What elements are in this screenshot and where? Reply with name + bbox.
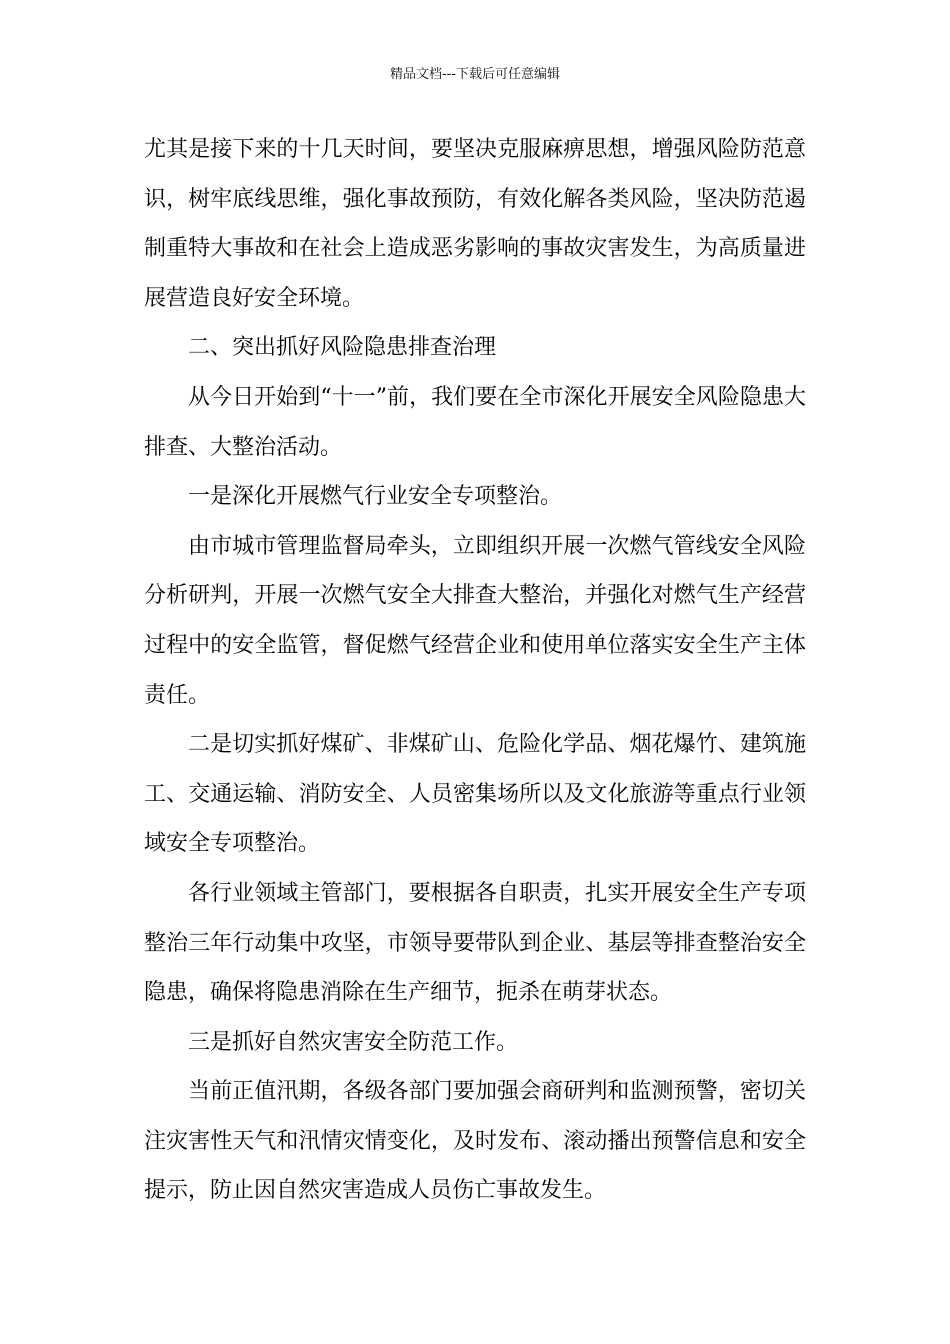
- page-header: 精品文档---下载后可任意编辑: [389, 67, 561, 82]
- paragraph-9: 当前正值汛期，各级各部门要加强会商研判和监测预警，密切关注灾害性天气和汛情灾情变化，及时发布、滚动播出预警信息和安全提示，防止因自然灾害造成人员伤亡事故发生。: [144, 1079, 806, 1204]
- item-heading-3: 三是抓好自然灾害安全防范工作。: [188, 1029, 519, 1055]
- paragraph-5: 由市城市管理监督局牵头，立即组织开展一次燃气管线安全风险分析研判，开展一次燃气安全大排查大整治，并强化对燃气生产经营过程中的安全监管，督促燃气经营企业和使用单位落实安全生产主体责任。: [144, 533, 806, 708]
- document-body: [144, 125, 806, 1216]
- item-heading-2: 二是切实抓好煤矿、非煤矿山、危险化学品、烟花爆竹、建筑施工、交通运输、消防安全、人员密集场所以及文化旅游等重点行业领域安全专项整治。: [144, 732, 806, 857]
- item-heading-1: 一是深化开展燃气行业安全专项整治。: [188, 484, 563, 510]
- paragraph-3: 从今日开始到“十一”前，我们要在全市深化开展安全风险隐患大排查、大整治活动。: [144, 384, 806, 460]
- section-heading-2: 二、突出抓好风险隐患排查治理: [188, 335, 497, 361]
- paragraph-7: 各行业领域主管部门，要根据各自职责，扎实开展安全生产专项整治三年行动集中攻坚，市领导要带队到企业、基层等排查整治安全隐患，确保将隐患消除在生产细节，扼杀在萌芽状态。: [144, 880, 806, 1006]
- paragraph-1: 尤其是接下来的十几天时间，要坚决克服麻痹思想，增强风险防范意识，树牢底线思维，强化事故预防，有效化解各类风险，坚决防范遏制重特大事故和在社会上造成恶劣影响的事故灾害发生，为高质量进展营造良好安全环境。: [144, 137, 806, 311]
